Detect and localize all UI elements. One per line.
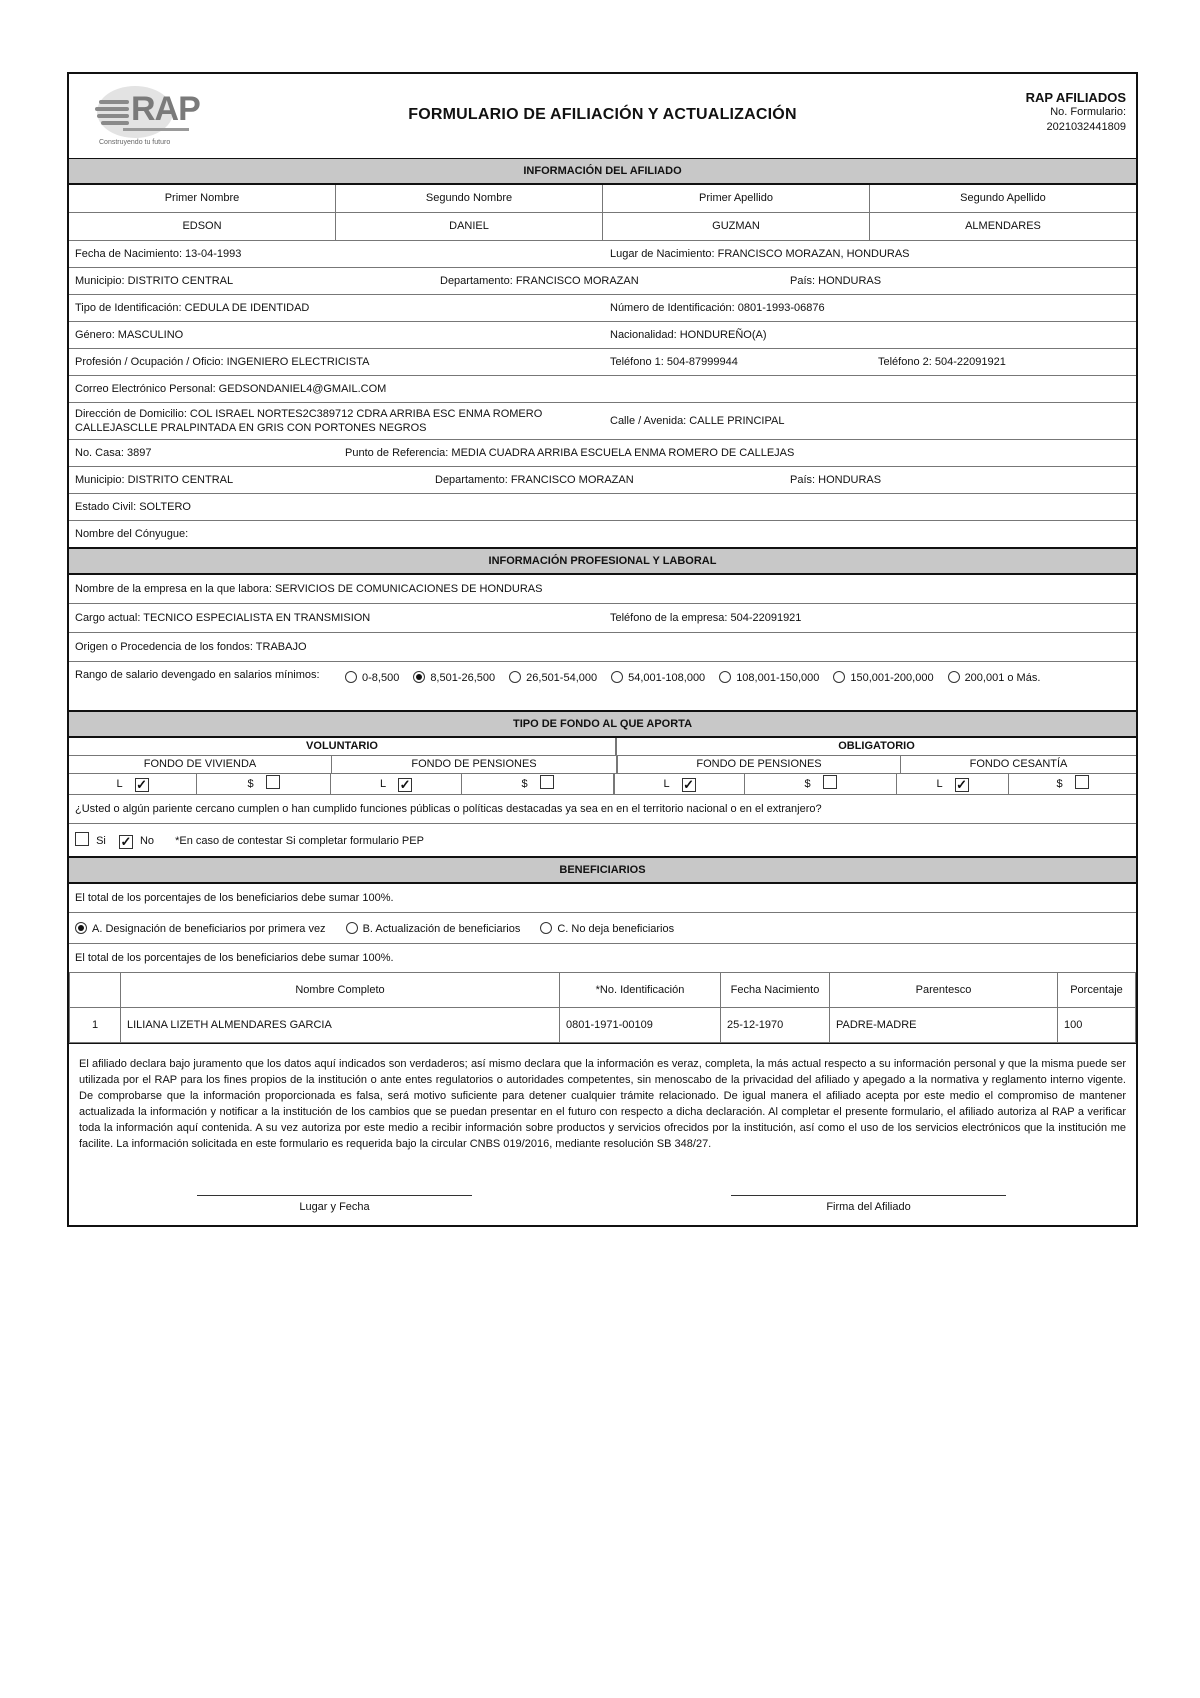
beneficiarios-table: [69, 972, 1136, 1043]
cargo: Cargo actual: TECNICO ESPECIALISTA EN TRANSMISION: [75, 612, 371, 624]
beneficiario-option[interactable]: [540, 923, 674, 935]
col-fecha-nacimiento: Fecha Nacimiento: [721, 973, 830, 1008]
house-row: [69, 440, 1136, 467]
pep-answer-group: [69, 832, 430, 849]
pep-note: *En caso de contestar Si completar formulario PEP: [175, 834, 424, 847]
fondo-checkbox-row: [69, 774, 1136, 795]
birth-row: [69, 241, 1136, 268]
lugar-nacimiento: Lugar de Nacimiento: FRANCISCO MORAZAN, HONDURAS: [610, 248, 910, 260]
declaration-text: El afiliado declara bajo juramento que los datos aquí indicados son verdaderos; así mismo declara que la información es veraz, completa, la más actual respecto a su información personal y que la misma puede ser utilizada por el RAP para los fines propios de la institución o ante entes regulatorios o autoridades competentes, sin menoscabo de la privacidad del afiliado y apegado a la normativa y reglamento interno vigente. De comprobarse que la información proporcionada es falsa, será motivo suficiente para detener cualquier trámite relacionado. De igual manera el afiliado acepta por este medio el compromiso de mantener actualizada la información y notificar a la institución de los cambios que se puedan presentar en el futuro con respecto a dicha declaración. Al completar el presente formulario, el afiliado autoriza al RAP a verificar toda la información aquí contenida. A su vez autoriza por este medio a recibir información sobre productos y servicios ofrecidos por la institución, así como el uso de los servicios electrónicos que la institución me facilite. La información solicitada en este formulario es requerida bajo la circular CNBS 019/2016, mediante resolución SB 348/27.: [79, 1058, 1126, 1150]
lugar-fecha-line: Lugar y Fecha: [197, 1195, 472, 1215]
fondo-l-label: L: [116, 778, 123, 790]
pep-no-label: No: [139, 834, 155, 847]
profesion: Profesión / Ocupación / Oficio: INGENIERO ELECTRICISTA: [75, 356, 370, 368]
salary-range-label: 0-8,500: [362, 672, 400, 684]
beneficiarios-note2-row: [69, 944, 1136, 972]
spouse-row: [69, 521, 1136, 547]
company-row: [69, 575, 1136, 604]
row-index: 1: [70, 1008, 121, 1043]
telefono-2: Teléfono 2: 504-22091921: [878, 356, 1006, 368]
section-afiliado-title: INFORMACIÓN DEL AFILIADO: [69, 159, 1136, 185]
salary-range-option[interactable]: [948, 672, 1041, 684]
direccion: Dirección de Domicilio: COL ISRAEL NORTES2C389712 CDRA ARRIBA ESC ENMA ROMERO CALLEJASCLLE PRALPINTADA EN GRIS CON PORTONES NEGROS: [75, 408, 543, 434]
pep-no-checkbox[interactable]: ✓: [120, 833, 132, 849]
beneficiario-option-label: A. Designación de beneficiarios por primera vez: [92, 922, 326, 935]
correo: Correo Electrónico Personal: GEDSONDANIEL4@GMAIL.COM: [75, 383, 387, 395]
telefono-empresa: Teléfono de la empresa: 504-22091921: [610, 612, 802, 624]
fondo-cell: [69, 774, 197, 794]
empresa: Nombre de la empresa en la que labora: SERVICIOS DE COMUNICACIONES DE HONDURAS: [75, 583, 543, 595]
fondo-s-label: $: [1056, 778, 1063, 790]
fondo-l-label: L: [379, 778, 387, 790]
fondo-l-checkbox[interactable]: ✓: [399, 777, 411, 792]
radio-icon[interactable]: [833, 671, 845, 683]
beneficiario-option[interactable]: [75, 923, 326, 935]
name-values-row: [69, 213, 1136, 241]
salary-range-option[interactable]: [345, 672, 399, 684]
fondo-names-row: [69, 756, 1136, 774]
fondo-s-label: $: [521, 778, 528, 790]
table-row: [70, 1008, 1136, 1043]
radio-icon[interactable]: [345, 671, 357, 683]
civil-row: [69, 494, 1136, 521]
col-nombre: Nombre Completo: [121, 973, 560, 1008]
location-row-2: [69, 467, 1136, 494]
job-row: [69, 604, 1136, 633]
form-page: [67, 72, 1138, 1227]
email-row: [69, 376, 1136, 403]
fondo-l-checkbox[interactable]: ✓: [136, 777, 148, 792]
beneficiarios-options-row: [69, 913, 1136, 944]
tipo-identificacion: Tipo de Identificación: CEDULA DE IDENTIDAD: [75, 302, 310, 314]
fondo-vivienda-label: FONDO DE VIVIENDA: [69, 756, 332, 773]
fondo-s-checkbox[interactable]: [823, 775, 837, 789]
salary-range-label: 26,501-54,000: [526, 672, 598, 684]
salary-range-label: 150,001-200,000: [850, 672, 934, 684]
address-row: [69, 403, 1136, 440]
departamento-2: Departamento: FRANCISCO MORAZAN: [435, 474, 634, 486]
fondo-s-label: $: [247, 778, 254, 790]
segundo-apellido-value: ALMENDARES: [965, 220, 1041, 232]
firma-line: Firma del Afiliado: [731, 1195, 1006, 1215]
fondo-s-checkbox[interactable]: [1075, 775, 1089, 789]
beneficiario-option-label: C. No deja beneficiarios: [557, 922, 675, 935]
form-number-label: No. Formulario:: [1050, 106, 1126, 118]
numero-identificacion: Número de Identificación: 0801-1993-06876: [610, 302, 825, 314]
fondo-s-checkbox[interactable]: [540, 775, 554, 789]
pep-question: ¿Usted o algún pariente cercano cumplen o han cumplido funciones públicas o políticas destacadas ya sea en en el territorio nacional o en el extranjero?: [75, 803, 822, 815]
radio-icon[interactable]: [75, 922, 87, 934]
row-parentesco: PADRE-MADRE: [830, 1008, 1058, 1043]
fondo-l-label: L: [936, 778, 943, 790]
fondo-s-label: $: [804, 778, 811, 790]
salary-range-option[interactable]: [719, 672, 819, 684]
telefono-1: Teléfono 1: 504-87999944: [610, 356, 738, 368]
pep-si-checkbox[interactable]: [75, 832, 89, 846]
identification-row: [69, 295, 1136, 322]
brand-label: RAP AFILIADOS: [1025, 90, 1126, 105]
nacionalidad: Nacionalidad: HONDUREÑO(A): [610, 329, 767, 341]
form-header: [69, 74, 1136, 159]
header-primer-apellido: Primer Apellido: [603, 185, 870, 212]
fondo-cell: [897, 774, 1009, 794]
salary-range-label: 200,001 o Más.: [964, 672, 1041, 684]
rango-label: Rango de salario devengado en salarios mínimos:: [75, 669, 320, 681]
fondo-cesantia-label: FONDO CESANTÍA: [969, 758, 1068, 770]
fondo-type-header: [69, 738, 1136, 756]
fondo-s-checkbox[interactable]: [266, 775, 280, 789]
fondo-cell: [331, 774, 462, 794]
fondo-cell: [197, 774, 331, 794]
pep-answer-row: [69, 824, 1136, 856]
fondo-l-checkbox[interactable]: ✓: [683, 777, 695, 792]
row-porcentaje: 100: [1058, 1008, 1136, 1043]
origen-fondos: Origen o Procedencia de los fondos: TRABAJO: [75, 641, 307, 653]
beneficiarios-note-row: [69, 884, 1136, 913]
salary-range-option[interactable]: [833, 672, 933, 684]
primer-nombre-value: EDSON: [69, 213, 336, 240]
fondo-cell: [745, 774, 897, 794]
section-beneficiarios-title: BENEFICIARIOS: [69, 856, 1136, 884]
fondo-l-label: L: [663, 778, 670, 790]
row-fecha: 25-12-1970: [721, 1008, 830, 1043]
beneficiarios-options: [69, 922, 700, 935]
salary-range-option[interactable]: [611, 672, 705, 684]
fondo-cell: [1009, 774, 1136, 794]
beneficiarios-note: El total de los porcentajes de los beneficiarios debe sumar 100%.: [75, 892, 394, 904]
radio-icon[interactable]: [413, 671, 425, 683]
beneficiario-option-label: B. Actualización de beneficiarios: [362, 922, 521, 935]
fondo-cell: [462, 774, 615, 794]
fecha-nacimiento: Fecha de Nacimiento: 13-04-1993: [75, 248, 242, 260]
header-segundo-nombre: Segundo Nombre: [336, 185, 603, 212]
pep-question-row: [69, 795, 1136, 824]
departamento: Departamento: FRANCISCO MORAZAN: [440, 275, 639, 287]
conyugue: Nombre del Cónyugue:: [75, 528, 189, 540]
beneficiarios-header-row: [70, 973, 1136, 1008]
fondo-pensiones-vol-label: FONDO DE PENSIONES: [332, 756, 618, 773]
fondo-cell: [615, 774, 745, 794]
radio-icon[interactable]: [719, 671, 731, 683]
salary-range-label: 108,001-150,000: [736, 672, 820, 684]
logo-text: RAP: [131, 90, 200, 128]
voluntario-label: VOLUNTARIO: [69, 738, 617, 755]
logo-tagline: Construyendo tu futuro: [99, 139, 171, 146]
fondo-l-checkbox[interactable]: ✓: [956, 777, 968, 792]
form-number-block: [1026, 90, 1126, 135]
pep-si-label: Si: [96, 834, 106, 847]
salary-range-row: [69, 662, 1136, 710]
beneficiarios-note-2: El total de los porcentajes de los beneficiarios debe sumar 100%.: [75, 952, 394, 964]
gender-row: [69, 322, 1136, 349]
section-fondo-title: TIPO DE FONDO AL QUE APORTA: [69, 710, 1136, 738]
name-headers-row: [69, 185, 1136, 213]
radio-icon[interactable]: [540, 922, 552, 934]
fondo-pensiones-obl-label: FONDO DE PENSIONES: [618, 756, 901, 773]
pais: País: HONDURAS: [790, 275, 882, 287]
origin-row: [69, 633, 1136, 662]
pais-2: País: HONDURAS: [790, 474, 882, 486]
obligatorio-label: OBLIGATORIO: [838, 740, 915, 752]
beneficiario-option[interactable]: [346, 923, 521, 935]
radio-icon[interactable]: [948, 671, 960, 683]
col-identificacion: *No. Identificación: [560, 973, 721, 1008]
form-title: FORMULARIO DE AFILIACIÓN Y ACTUALIZACIÓN: [408, 106, 797, 123]
declaration-block: [69, 1043, 1136, 1225]
header-primer-nombre: Primer Nombre: [69, 185, 336, 212]
no-casa: No. Casa: 3897: [75, 447, 152, 459]
genero: Género: MASCULINO: [75, 329, 184, 341]
section-laboral-title: INFORMACIÓN PROFESIONAL Y LABORAL: [69, 547, 1136, 575]
salary-range-label: 54,001-108,000: [628, 672, 706, 684]
primer-apellido-value: GUZMAN: [603, 213, 870, 240]
profession-row: [69, 349, 1136, 376]
salary-range-option[interactable]: [509, 672, 597, 684]
col-index: [70, 973, 121, 1008]
row-nombre: LILIANA LIZETH ALMENDARES GARCIA: [121, 1008, 560, 1043]
col-porcentaje: Porcentaje: [1058, 973, 1136, 1008]
radio-icon[interactable]: [346, 922, 358, 934]
municipio: Municipio: DISTRITO CENTRAL: [75, 275, 234, 287]
calle: Calle / Avenida: CALLE PRINCIPAL: [610, 415, 785, 427]
municipio-2: Municipio: DISTRITO CENTRAL: [75, 474, 234, 486]
header-segundo-apellido: Segundo Apellido: [960, 192, 1046, 204]
estado-civil: Estado Civil: SOLTERO: [75, 501, 191, 513]
radio-icon[interactable]: [509, 671, 521, 683]
location-row: [69, 268, 1136, 295]
col-parentesco: Parentesco: [830, 973, 1058, 1008]
salary-range-label: 8,501-26,500: [430, 672, 496, 684]
salary-range-options: [339, 668, 1136, 688]
salary-range-option[interactable]: [413, 672, 495, 684]
punto-referencia: Punto de Referencia: MEDIA CUADRA ARRIBA ESCUELA ENMA ROMERO DE CALLEJAS: [345, 447, 795, 459]
radio-icon[interactable]: [611, 671, 623, 683]
row-identificacion: 0801-1971-00109: [560, 1008, 721, 1043]
segundo-nombre-value: DANIEL: [336, 213, 603, 240]
form-number: 2021032441809: [1046, 121, 1126, 133]
